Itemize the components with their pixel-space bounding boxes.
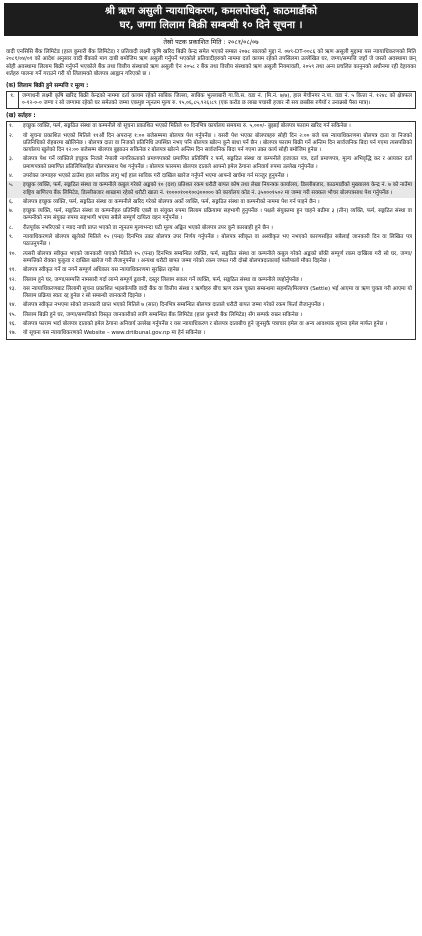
- condition-number: ४.: [9, 173, 14, 179]
- section-conditions-title: (ख) सर्तहरु :: [6, 113, 36, 120]
- condition-text: रीतपूर्वक नभरिएको र म्याद नाघी प्राप्त भएको वा न्यूनतम मूल्यभन्दा घटी मूल्य अङ्कित भएको बोलपत्र उपर कुनै कारबाही हुने छैन ।: [23, 224, 273, 231]
- condition-number: ५.: [9, 182, 14, 189]
- condition-text: यो सूचना प्रकाशित भएको मितिले ११औं दिन अपरान्ह १:०० बजेसम्ममा बोलपत्र पेश गर्नुपर्नेछ । यसरी पेश भएका बोलपत्रहरु सोही दिन २:०० बजे यस न्यायाधिकरणमा बोलपत्र दाता वा निजको प्रतिनिधिको रोहबरमा खोलिनेछ । बोलपत्र दाता वा निजको प्रतिनिधि उपस्थित नभए पनि बोलपत्र खोल्न कुनै बाधा पर्ने छैन । बोलपत्र फाराम बिक्री गर्ने अन्तिम दिन सार्वजनिक बिदा पर्न गएमा त्यसपछिको कार्यालय खुलेको दिन १२:०० बजेसम्म बोलपत्र बुझाउन सकिनेछ र बोलपत्र खोल्ने अन्तिम दिन सार्वजनिक बिदा पर्न गएमा उक्त कार्य सोही बमोजिम हुनेछ ।: [23, 132, 412, 154]
- property-number: १.: [7, 92, 19, 109]
- condition-text: उपरोक्त जग्गाहरु भएको ठाउँमा हाल साविक लागु भई हाल साविक गरी दाखिल खारेज गर्नुपर्ने भएमा आफ्नो खर्चमा गर्न मञ्जुर हुनुपर्नेछ ।: [23, 173, 289, 179]
- condition-number: ९.: [9, 234, 14, 241]
- condition-number: १.: [9, 123, 14, 130]
- condition-row: [7, 198, 415, 207]
- condition-row: [7, 224, 415, 233]
- condition-text: लिलाम बिक्री हुने घर, जग्गा/सम्पत्तिको विस्तृत जानकारीको लागि सम्बन्धित बैंक लिमिटेड (हाल कुमारी बैंक लिमिटेड) सँग सम्पर्क राख्न सकिनेछ ।: [23, 311, 303, 318]
- condition-row: [7, 207, 415, 224]
- condition-row: [7, 181, 415, 198]
- condition-number: १२.: [9, 276, 17, 283]
- condition-number: ७.: [9, 208, 14, 215]
- condition-number: १४.: [9, 302, 17, 309]
- condition-row: [7, 266, 415, 275]
- notice-header: [4, 3, 418, 36]
- section-property-title: (क) लिलाम बिक्री हुने सम्पत्ति र मूल्य :: [6, 82, 89, 89]
- condition-row: [7, 233, 415, 250]
- property-box: [6, 91, 416, 110]
- condition-text: इच्छुक व्यक्ति, फर्म, सङ्गठित संस्था वा कम्पनीले यो सूचना प्रकाशित भएको मितिले १० दिनभित्र कार्यालय समयमा रु. ५,०००/- बुझाई बोलपत्र फाराम खरिद गर्न सकिनेछ ।: [23, 123, 351, 130]
- condition-text: बोलपत्र स्वीकृत गर्ने वा नगर्ने सम्पूर्ण अधिकार यस न्यायाधिकरणमा सुरक्षित रहनेछ ।: [23, 267, 184, 274]
- condition-text: बोलपत्र इच्छुक व्यक्ति, फर्म, सङ्गठित संस्था वा कम्पनीले खरिद गरेको बोलपत्र अर्को व्यक्ति, फर्म, सङ्गठित संस्था वा कम्पनीको नाममा पेश गर्न पाइने छैन ।: [23, 198, 320, 205]
- condition-text: बोलपत्र पेश गर्ने व्यक्तिले इच्छुक निजले नेपाली नागरिकताको प्रमाणपत्रको प्रमाणित प्रतिलिपि र फर्म, सङ्गठित संस्था वा कम्पनीले इजाजत पत्र, दर्ता प्रमाणपत्र, मूल्य अभिवृद्धि कर र आयकर दर्ता प्रमाणपत्रको प्रमाणित प्रतिलिपिसहित बोलपत्रसाथ पेश गर्नुपर्नेछ । बोलपत्र फारममा बोलपत्र दाताले आफ्नो इमेल ठेगाना अनिवार्य रुपमा उल्लेख गर्नुपर्नेछ ।: [23, 156, 412, 170]
- property-row: [7, 92, 415, 109]
- header-line-2: घर, जग्गा लिलाम बिक्री सम्बन्धी १० दिने सूचना ।: [119, 20, 303, 31]
- condition-text: त्यसरी बोलपत्र स्वीकृत भएको जानकारी पाएको मितिले १५ (पन्ध्र) दिनभित्र सम्बन्धित व्यक्ति, फर्म, सङ्गठित संस्था वा कम्पनीले कबुल गरेको अङ्कको बाँकी सम्पूर्ण रकम दाखिला गरी सो घर, जग्गा/सम्पत्तिको रोक्का फुकुवा र दाखिल खारेज गरी लैजानुपर्नेछ । अन्यथा धरौटी बापत जम्मा गरेको रकम जफत गरी दोस्रो बोलपत्रदातालाई पालैपालो मौका दिइनेछ ।: [23, 250, 412, 264]
- publication-date: तेस्रो पटक प्रकाशित मिति : २०८१/०८/०७: [163, 38, 259, 46]
- condition-row: [7, 172, 415, 181]
- condition-number: २.: [9, 132, 14, 139]
- condition-row: [7, 285, 415, 302]
- property-text: जग्गाधनी लक्ष्मी कृषि खरिद बिक्री केन्द्रको नाममा दर्ता कायम रहेको साबिक जिल्ला, साबिक भुल्लाबारी गा.वि.स. वडा नं. (मि.नं. ७/७), हाल मेचीनगर न.पा. वडा नं. ५ कित्ता नं. १२४८ को क्षेत्रफल ०-१२-०-० जग्गा र सो जग्गामा रहेको घर समेतको जम्मा एकमुष्ट न्यूनतम मूल्य रु. १५,०६,८५,९२६।८९ (एक करोड छ लाख पचासी हजार नौ सय छब्बीस रुपैयाँ र उनान्नब्बे पैसा मात्र)।: [22, 92, 412, 106]
- condition-row: [7, 250, 415, 267]
- condition-number: १०.: [9, 250, 17, 257]
- condition-text: लिलाम हुने घर, जग्गा/सम्पत्ति नामसारी गर्दा लाग्ने सम्पूर्ण ढुवानी, दस्तुर लिलाम सकार गर्ने व्यक्ति, फर्म, सङ्गठित संस्था वा कम्पनीले व्यहोर्नुपर्नेछ ।: [23, 276, 303, 283]
- condition-row: [7, 311, 415, 320]
- condition-row: [7, 132, 415, 156]
- condition-text: यो सूचना यस न्यायाधिकरणको Website – www.drtibunal.gov.np मा हेर्न सकिनेछ ।: [23, 330, 206, 337]
- conditions-box: [6, 121, 416, 339]
- condition-number: ३.: [9, 156, 14, 163]
- condition-text: यस न्यायाधिकरणबाट लिलामी सूचना प्रकाशित भइसकेपछि वादी बैंक वा वित्तीय संस्था र ऋणीहरु बीच ऋण रकम चुक्ता सम्बन्धमा सहमति/मिलापत्र (Settle) भई आएमा वा ऋण चुक्ता गरी आएमा यो लिलाम प्रक्रिया स्वतः रद्द हुनेछ र सो सम्बन्धी जानकारी दिइनेछ ।: [23, 285, 412, 300]
- condition-row: [7, 320, 415, 329]
- condition-number: १३.: [9, 285, 17, 292]
- condition-row: [7, 301, 415, 310]
- condition-number: ६.: [9, 198, 14, 205]
- condition-number: ८.: [9, 224, 14, 231]
- condition-text: न्यायाधिकरणले बोलपत्र खुलेको मितिले १५ (पन्ध्र) दिनभित्र उक्त बोलपत्र उपर निर्णय गर्नुपर्नेछ । बोलपत्र स्वीकृत वा अस्वीकृत भए नभएको कारणसहित सबैलाई जानकारी दिन वा लिखित पत्र पठाउनुपर्नेछ ।: [23, 234, 412, 248]
- condition-number: १७.: [9, 330, 17, 337]
- intro-paragraph: वादी एनसिसि बैंक लिमिटेड (हाल कुमारी बैंक लिमिटेड) र प्रतिवादी लक्ष्मी कृषि खरिद बिक्री केन्द्र समेत भएको सम्बत २०७८ सालको मुद्दा नं. ०७९-DT-००८६ को ऋण असुली मुद्दामा यस न्यायाधिकरणको मिति २०८१/०४/०१ को आदेश अनुसार वादी बैंकको माग दाबी बमोजिम ऋण असुली गर्नुपर्ने भएकोले प्रतिवादीहरुको नाममा दर्ता कायम रहेको तपसिलमा उल्लेखित घर, जग्गा/सम्पत्ति जहाँ जे जस्तो अवस्थामा छन् सोही अवस्थामा लिलाम बिक्री गर्नुपर्ने भएकोले बैंक तथा वित्तीय संस्थाको ऋण असुली ऐन २०५८ र बैंक तथा वित्तीय संस्थाको ऋण असुली नियमावली, २०५९ तथा अन्य प्रचलित कानुनको अधीनमा रही देहायका शर्तहरु पालना गर्ने गराउने गरी यो लिलामको बोलपत्र आह्वान गरिएको छ ।: [6, 49, 416, 78]
- condition-row: [7, 122, 415, 131]
- condition-row: [7, 276, 415, 285]
- condition-row: [7, 155, 415, 172]
- condition-number: १६.: [9, 321, 17, 328]
- condition-text: इच्छुक व्यक्ति, फर्म, सङ्गठित संस्था वा कम्पनीहरु प्रतिनिधि एक्लै वा संयुक्त रुपमा लिलाम प्रक्रियामा सहभागी हुनुपर्नेछ । पक्षले संयुक्तमा हुन चाहने बढीमा ३ (तीन) व्यक्ति, फर्म, सङ्गठित संस्था वा कम्पनीको नाम संयुक्त रुपमा सहभागी भएमा सबैले सम्पूर्ण दायित्व वहन गर्नुपर्नेछ ।: [23, 208, 412, 222]
- condition-number: ११.: [9, 267, 17, 274]
- header-line-1: श्री ऋण असुली न्यायाधिकरण, कमलपोखरी, काठमाडौंको: [104, 6, 317, 17]
- condition-text: बोलपत्र स्वीकृत नभएमा सोको जानकारी प्राप्त भएको मितिले ७ (सात) दिनभित्र सम्बन्धित बोलपत्र दाताले धरौटी बापत जम्मा गरेको रकम फिर्ता लैजानुपर्नेछ ।: [23, 302, 325, 309]
- condition-text: बोलपत्र फाराम भर्दा बोलपत्र दाताको इमेल ठेगाना अनिवार्य उल्लेख गर्नुपर्नेछ र यस न्यायाधिकरण र बोलपत्र दाताबीच हुने जुनसुकै पत्राचार इमेल वा अन्य आवश्यक सूचना इमेल मार्फत हुनेछ ।: [23, 321, 388, 328]
- condition-text: इच्छुक व्यक्ति, फर्म, सङ्गठित संस्था वा कम्पनीले कबुल गरेको अङ्कको १० (दश) प्रतिशत रकम धरौटी बापत कोष तथा लेखा नियन्त्रक कार्यालय, डिल्लीबजार, काठमाडौंको मुख्यालय केन्द्र नं. ७ को नाउँमा राष्ट्रिय बाणिज्य बैंक लिमिटेड, डिल्लीबजार शाखामा रहेको धरौटी खाता नं. १००००१००१००३००००० को कार्यालय कोड नं. ३५०००१५०२ मा जम्मा गरी सक्कल भौचर बोलपत्रसाथ पेश गर्नुपर्नेछ ।: [23, 182, 412, 196]
- condition-number: १५.: [9, 311, 17, 318]
- condition-row: [7, 329, 415, 338]
- notice: [4, 3, 418, 340]
